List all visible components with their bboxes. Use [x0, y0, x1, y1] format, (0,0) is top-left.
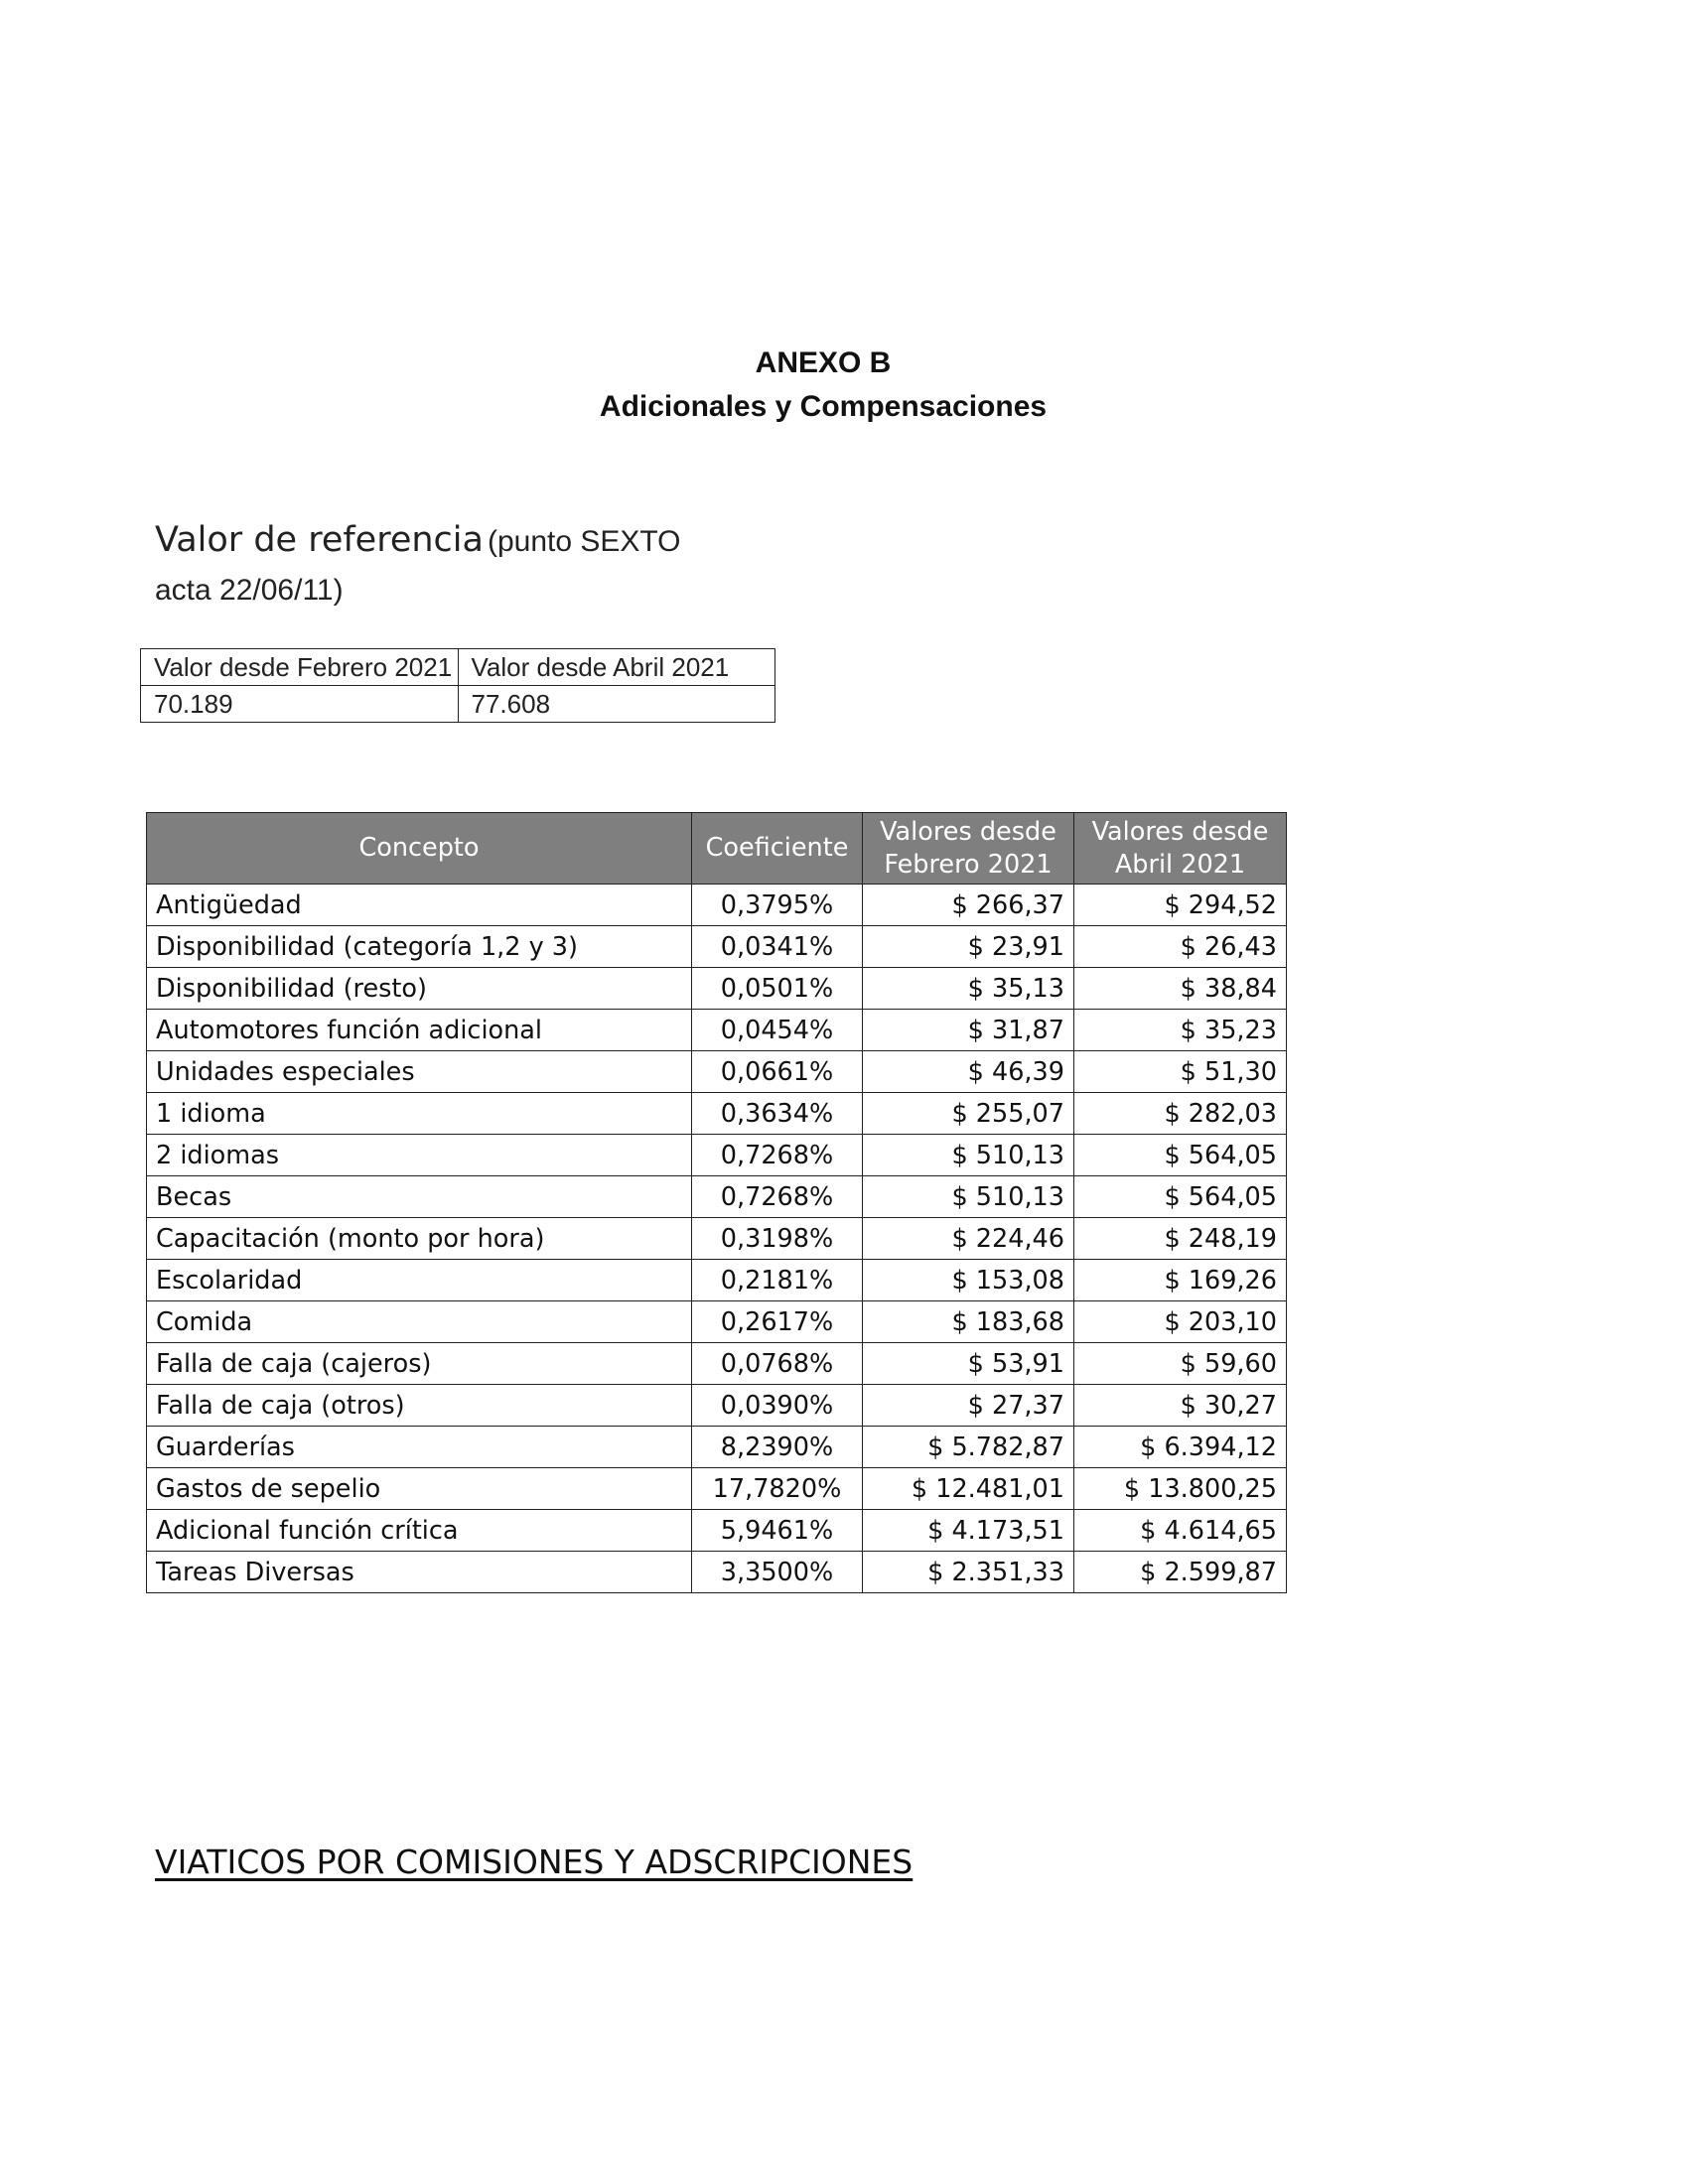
valor-febrero-cell: $ 510,13 [863, 1176, 1074, 1218]
reference-value-title [155, 518, 711, 617]
valor-abril-cell: $ 13.800,25 [1074, 1468, 1287, 1510]
coeficiente-cell: 0,0661% [692, 1051, 863, 1093]
coeficiente-cell: 17,7820% [692, 1468, 863, 1510]
table-row [147, 1552, 1287, 1593]
concepto-cell: Falla de caja (otros) [147, 1385, 692, 1427]
table-row [147, 1427, 1287, 1468]
concepto-cell: Falla de caja (cajeros) [147, 1343, 692, 1385]
valor-abril-cell: $ 6.394,12 [1074, 1427, 1287, 1468]
valor-febrero-cell: $ 46,39 [863, 1051, 1074, 1093]
header-coeficiente: Coeficiente [692, 813, 863, 885]
concepto-cell: Guarderías [147, 1427, 692, 1468]
adicionales-header-row [147, 813, 1287, 885]
reference-title-paren-1: (punto SEXTO [487, 525, 681, 558]
valor-abril-cell: $ 38,84 [1074, 968, 1287, 1010]
coeficiente-cell: 3,3500% [692, 1552, 863, 1593]
table-row [147, 1510, 1287, 1552]
coeficiente-cell: 0,3795% [692, 885, 863, 926]
concepto-cell: Antigüedad [147, 885, 692, 926]
table-row [147, 1218, 1287, 1260]
valor-abril-cell: $ 26,43 [1074, 926, 1287, 968]
coeficiente-cell: 0,0454% [692, 1010, 863, 1051]
concepto-cell: Becas [147, 1176, 692, 1218]
reference-header-feb: Valor desde Febrero 2021 [141, 649, 459, 686]
valor-febrero-cell: $ 35,13 [863, 968, 1074, 1010]
table-row [147, 1093, 1287, 1135]
coeficiente-cell: 0,7268% [692, 1176, 863, 1218]
coeficiente-cell: 8,2390% [692, 1427, 863, 1468]
table-row [147, 1260, 1287, 1301]
concepto-cell: Disponibilidad (categoría 1,2 y 3) [147, 926, 692, 968]
coeficiente-cell: 0,7268% [692, 1135, 863, 1176]
valor-febrero-cell: $ 183,68 [863, 1301, 1074, 1343]
header-valores-febrero [863, 813, 1074, 885]
table-row [147, 885, 1287, 926]
valor-abril-cell: $ 35,23 [1074, 1010, 1287, 1051]
valor-febrero-cell: $ 5.782,87 [863, 1427, 1074, 1468]
valor-abril-cell: $ 59,60 [1074, 1343, 1287, 1385]
concepto-cell: 2 idiomas [147, 1135, 692, 1176]
concepto-cell: Capacitación (monto por hora) [147, 1218, 692, 1260]
header-concepto: Concepto [147, 813, 692, 885]
valor-abril-cell: $ 564,05 [1074, 1135, 1287, 1176]
valor-febrero-cell: $ 266,37 [863, 885, 1074, 926]
valor-febrero-cell: $ 510,13 [863, 1135, 1074, 1176]
adicionales-table [146, 812, 1287, 1593]
concepto-cell: 1 idioma [147, 1093, 692, 1135]
table-row [147, 1301, 1287, 1343]
coeficiente-cell: 0,0390% [692, 1385, 863, 1427]
table-row [147, 1343, 1287, 1385]
coeficiente-cell: 5,9461% [692, 1510, 863, 1552]
header-abril-line2: Abril 2021 [1114, 849, 1246, 880]
concepto-cell: Automotores función adicional [147, 1010, 692, 1051]
valor-febrero-cell: $ 4.173,51 [863, 1510, 1074, 1552]
concepto-cell: Tareas Diversas [147, 1552, 692, 1593]
table-row [147, 1051, 1287, 1093]
header-valores-abril [1074, 813, 1287, 885]
valor-abril-cell: $ 248,19 [1074, 1218, 1287, 1260]
reference-value-table [140, 648, 775, 723]
reference-header-abr: Valor desde Abril 2021 [458, 649, 775, 686]
valor-febrero-cell: $ 23,91 [863, 926, 1074, 968]
coeficiente-cell: 0,2617% [692, 1301, 863, 1343]
header-febrero-line1: Valores desde [880, 816, 1056, 847]
coeficiente-cell: 0,0341% [692, 926, 863, 968]
concepto-cell: Adicional función crítica [147, 1510, 692, 1552]
valor-abril-cell: $ 2.599,87 [1074, 1552, 1287, 1593]
coeficiente-cell: 0,0501% [692, 968, 863, 1010]
concepto-cell: Gastos de sepelio [147, 1468, 692, 1510]
table-row [147, 926, 1287, 968]
concepto-cell: Comida [147, 1301, 692, 1343]
valor-febrero-cell: $ 31,87 [863, 1010, 1074, 1051]
valor-abril-cell: $ 203,10 [1074, 1301, 1287, 1343]
valor-abril-cell: $ 294,52 [1074, 885, 1287, 926]
coeficiente-cell: 0,2181% [692, 1260, 863, 1301]
coeficiente-cell: 0,3634% [692, 1093, 863, 1135]
reference-title-main: Valor de referencia [155, 520, 484, 560]
table-row [147, 1468, 1287, 1510]
valor-abril-cell: $ 4.614,65 [1074, 1510, 1287, 1552]
reference-value-abr: 77.608 [458, 686, 775, 723]
table-row [147, 1010, 1287, 1051]
reference-value-row [141, 686, 775, 723]
valor-febrero-cell: $ 27,37 [863, 1385, 1074, 1427]
table-row [147, 1176, 1287, 1218]
valor-febrero-cell: $ 255,07 [863, 1093, 1074, 1135]
coeficiente-cell: 0,0768% [692, 1343, 863, 1385]
valor-febrero-cell: $ 12.481,01 [863, 1468, 1074, 1510]
header-abril-line1: Valores desde [1091, 816, 1269, 847]
valor-abril-cell: $ 30,27 [1074, 1385, 1287, 1427]
annex-subtitle: Adicionales y Compensaciones [599, 390, 1048, 423]
concepto-cell: Escolaridad [147, 1260, 692, 1301]
valor-abril-cell: $ 282,03 [1074, 1093, 1287, 1135]
valor-abril-cell: $ 169,26 [1074, 1260, 1287, 1301]
table-row [147, 1135, 1287, 1176]
table-row [147, 968, 1287, 1010]
valor-febrero-cell: $ 224,46 [863, 1218, 1074, 1260]
concepto-cell: Disponibilidad (resto) [147, 968, 692, 1010]
reference-title-paren-2: acta 22/06/11) [155, 574, 344, 607]
reference-header-row [141, 649, 775, 686]
valor-abril-cell: $ 51,30 [1074, 1051, 1287, 1093]
concepto-cell: Unidades especiales [147, 1051, 692, 1093]
viaticos-heading: VIATICOS POR COMISIONES Y ADSCRIPCIONES [155, 1843, 914, 1881]
header-febrero-line2: Febrero 2021 [884, 849, 1053, 880]
valor-febrero-cell: $ 153,08 [863, 1260, 1074, 1301]
coeficiente-cell: 0,3198% [692, 1218, 863, 1260]
valor-febrero-cell: $ 2.351,33 [863, 1552, 1074, 1593]
reference-value-feb: 70.189 [141, 686, 459, 723]
annex-title: ANEXO B [755, 346, 892, 379]
table-row [147, 1385, 1287, 1427]
valor-abril-cell: $ 564,05 [1074, 1176, 1287, 1218]
valor-febrero-cell: $ 53,91 [863, 1343, 1074, 1385]
